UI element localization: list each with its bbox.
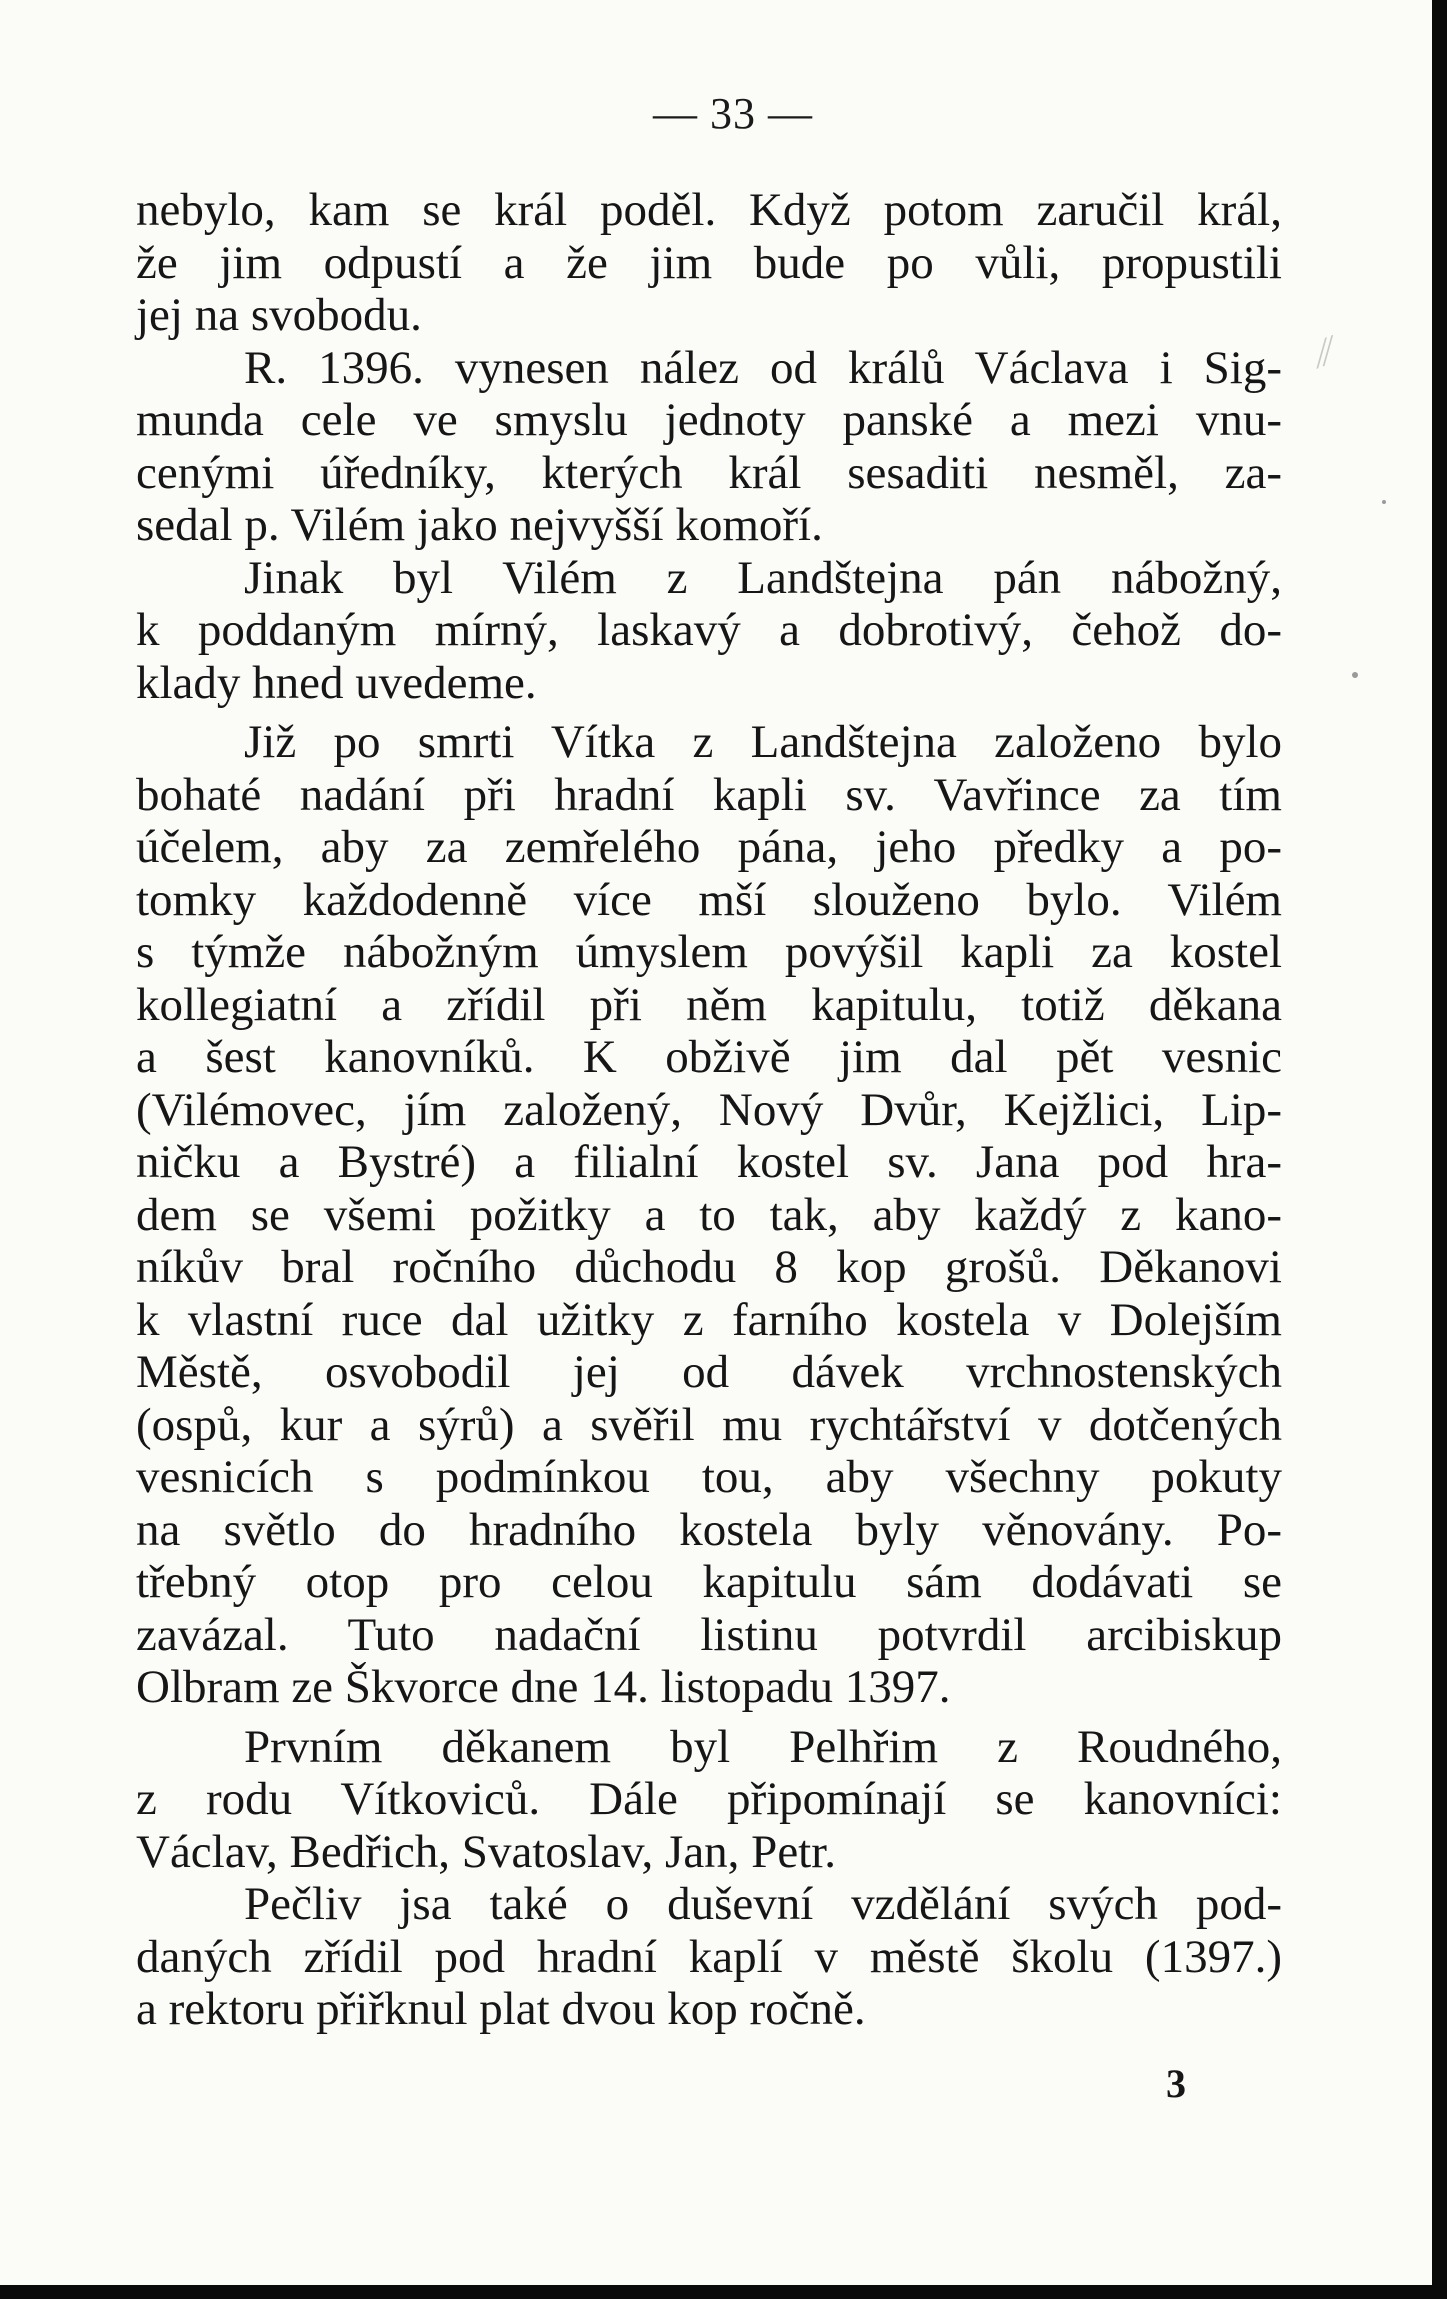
dust-speck	[1352, 672, 1358, 678]
text-line: tomky každodenně více mší slouženo bylo. Vilém	[136, 873, 1282, 926]
text-line: Městě, osvobodil jej od dávek vrchnostenských	[136, 1346, 1282, 1398]
text-line: R. 1396. vynesen nález od králů Václava i Sig-	[244, 341, 1282, 394]
paragraph	[136, 716, 1282, 1714]
text-line: (ospů, kur a sýrů) a svěřil mu rychtářství v dotčených	[136, 1398, 1282, 1451]
text-line: klady hned uvedeme.	[136, 656, 537, 709]
text-line: sedal p. Vilém jako nejvyšší komoří.	[136, 499, 823, 551]
text-line: dem se všemi požitky a to tak, aby každý z kano-	[136, 1188, 1282, 1241]
text-line: níkův bral ročního důchodu 8 kop grošů. Děkanovi	[136, 1241, 1282, 1293]
text-line: že jim odpustí a že jim bude po vůli, propustili	[136, 236, 1282, 289]
text-line: účelem, aby za zemřelého pána, jeho předky a po-	[136, 821, 1282, 873]
text-line: a rektoru přiřknul plat dvou kop ročně.	[136, 1983, 866, 2035]
text-line: cenými úředníky, kterých král sesaditi nesměl, za-	[136, 446, 1282, 499]
dust-speck	[1382, 500, 1386, 504]
text-line: (Vilémovec, jím založený, Nový Dvůr, Kejžlici, Lip-	[136, 1083, 1282, 1136]
signature-mark: 3	[1166, 2061, 1186, 2106]
text-line: daných zřídil pod hradní kaplí v městě školu (1397.)	[136, 1930, 1282, 1983]
body-text	[136, 184, 1282, 2036]
text-line: Pečliv jsa také o duševní vzdělání svých pod-	[244, 1878, 1282, 1930]
text-line: nebylo, kam se král poděl. Když potom zaručil král,	[136, 184, 1282, 236]
text-line: a šest kanovníků. K obživě jim dal pět vesnic	[136, 1031, 1282, 1083]
page-number: — 33 —	[653, 89, 813, 138]
paragraph	[136, 1878, 1282, 2036]
text-line: na světlo do hradního kostela byly věnovány. Po-	[136, 1503, 1282, 1556]
text-line: munda cele ve smyslu jednoty panské a mezi vnu-	[136, 394, 1282, 446]
text-line: Již po smrti Vítka z Landštejna založeno bylo	[244, 716, 1282, 768]
text-line: kollegiatní a zřídil při něm kapitulu, totiž děkana	[136, 978, 1282, 1031]
text-line: zavázal. Tuto nadační listinu potvrdil arcibiskup	[136, 1608, 1282, 1661]
text-line: bohaté nadání při hradní kapli sv. Vavřince za tím	[136, 768, 1282, 821]
faint-ink-mark: ⁄⁄	[1310, 328, 1339, 375]
text-line: z rodu Vítkoviců. Dále připomínají se kanovníci:	[136, 1773, 1282, 1825]
paragraph	[136, 342, 1282, 552]
text-line: Václav, Bedřich, Svatoslav, Jan, Petr.	[136, 1825, 837, 1878]
text-line: k vlastní ruce dal užitky z farního kostela v Dolejším	[136, 1293, 1282, 1346]
text-line: ničku a Bystré) a filialní kostel sv. Jana pod hra-	[136, 1136, 1282, 1188]
text-line: vesnicích s podmínkou tou, aby všechny pokuty	[136, 1451, 1282, 1503]
paragraph	[136, 1721, 1282, 1879]
text-line: k poddaným mírný, laskavý a dobrotivý, čehož do-	[136, 604, 1282, 656]
text-line: jej na svobodu.	[136, 289, 422, 341]
paragraph	[136, 552, 1282, 710]
text-line: Olbram ze Škvorce dne 14. listopadu 1397.	[136, 1661, 951, 1713]
text-line: Jinak byl Vilém z Landštejna pán nábožný,	[244, 551, 1282, 604]
text-line: s týmže nábožným úmyslem povýšil kapli za kostel	[136, 926, 1282, 978]
text-line: Prvním děkanem byl Pelhřim z Roudného,	[244, 1720, 1282, 1773]
text-line: třebný otop pro celou kapitulu sám dodávati se	[136, 1556, 1282, 1608]
paragraph	[136, 184, 1282, 342]
